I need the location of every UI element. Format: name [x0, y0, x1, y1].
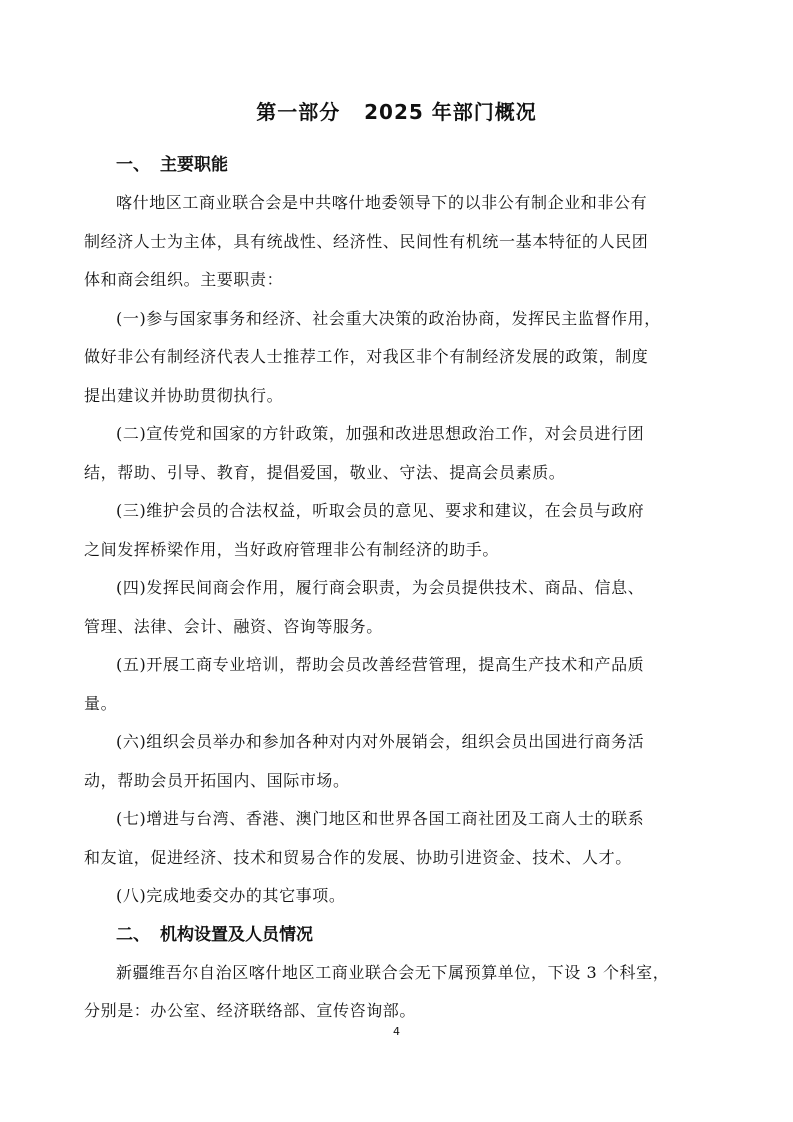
- section-number: 一、: [116, 155, 150, 175]
- body-paragraph: [84, 492, 708, 569]
- paragraph-line: (三)维护会员的合法权益，听取会员的意见、要求和建议，在会员与政府: [116, 501, 645, 520]
- section-heading-text: 主要职能: [160, 155, 228, 175]
- body-paragraph: [84, 415, 708, 492]
- body-paragraph: [84, 184, 708, 300]
- section-number: 二、: [116, 924, 150, 945]
- paragraph-line: (四)发挥民间商会作用，履行商会职责，为会员提供技术、商品、信息、: [116, 578, 645, 597]
- paragraph-line: 新疆维吾尔自治区喀什地区工商业联合会无下属预算单位，下设 3 个科室，: [116, 962, 670, 982]
- body-paragraph: [84, 723, 708, 800]
- body-paragraph: [116, 877, 708, 916]
- paragraph-line: (二)宣传党和国家的方针政策，加强和改进思想政治工作，对会员进行团: [116, 424, 645, 443]
- paragraph-line: 管理、法律、会计、融资、咨询等服务。: [84, 616, 383, 636]
- section-heading-text: 机构设置及人员情况: [160, 924, 313, 945]
- paragraph-line: 之间发挥桥梁作用，当好政府管理非公有制经济的助手。: [84, 539, 500, 559]
- page-number: 4: [393, 1025, 400, 1038]
- section-heading: [116, 916, 708, 954]
- paragraph-line: (五)开展工商专业培训，帮助会员改善经营管理，提高生产技术和产品质: [116, 655, 645, 674]
- paragraph-line: 做好非公有制经济代表人士推荐工作，对我区非个有制经济发展的政策，制度: [84, 347, 649, 366]
- paragraph-line: 动，帮助会员开拓国内、国际市场。: [84, 770, 350, 790]
- document-body: [84, 146, 708, 1031]
- paragraph-line: 和友谊，促进经济、技术和贸易合作的发展、协助引进资金、技术、人才。: [84, 847, 632, 867]
- paragraph-line: 体和商会组织。主要职责：: [84, 270, 284, 289]
- section-heading: [116, 146, 708, 184]
- paragraph-line: 结，帮助、引导、教育，提倡爱国，敬业、守法、提高会员素质。: [84, 462, 566, 482]
- body-paragraph: [84, 954, 708, 1031]
- body-paragraph: [84, 300, 708, 416]
- paragraph-line: 分别是：办公室、经济联络部、宣传咨询部。: [84, 1001, 417, 1020]
- body-paragraph: [84, 569, 708, 646]
- paragraph-line: 提出建议并协助贯彻执行。: [84, 385, 284, 405]
- body-paragraph: [84, 800, 708, 877]
- paragraph-line: (七)增进与台湾、香港、澳门地区和世界各国工商社团及工商人士的联系: [116, 809, 645, 828]
- paragraph-line: 喀什地区工商业联合会是中共喀什地委领导下的以非公有制企业和非公有: [116, 193, 648, 212]
- page-title: 第一部分 2025 年部门概况: [256, 100, 537, 124]
- body-paragraph: [84, 646, 708, 723]
- paragraph-line: 量。: [84, 693, 118, 713]
- paragraph-line: (六)组织会员举办和参加各种对内对外展销会，组织会员出国进行商务活: [116, 732, 645, 751]
- paragraph-line: (一)参与国家事务和经济、社会重大决策的政治协商，发挥民主监督作用，: [116, 308, 661, 328]
- paragraph-line: 制经济人士为主体，具有统战性、经济性、民间性有机统一基本特征的人民团: [84, 231, 649, 251]
- paragraph-line: (八)完成地委交办的其它事项。: [116, 886, 346, 905]
